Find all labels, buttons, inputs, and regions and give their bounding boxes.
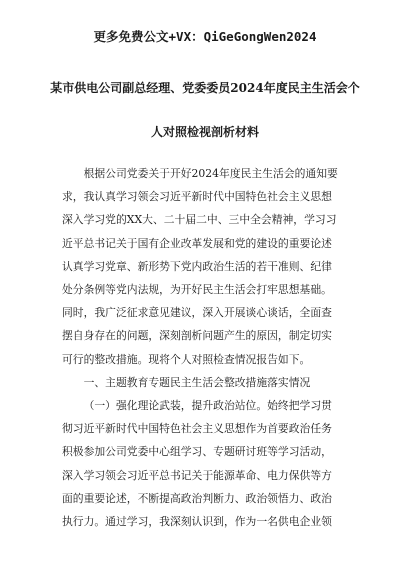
body-line: 求，我认真学习领会习近平新时代中国特色社会主义思想 [62, 190, 332, 204]
body-line: 积极参加公司党委中心组学习、专题研讨班等学习活动， [62, 445, 332, 459]
body-line: （一）强化理论武装，提升政治站位。始终把学习贯 [83, 399, 332, 413]
document-body [62, 162, 358, 533]
paragraph-subsection-1 [62, 394, 358, 417]
body-line: 摆自身存在的问题，深刻剖析问题产生的原因，制定切实 [62, 329, 332, 343]
body-line: 彻习近平新时代中国特色社会主义思想作为首要政治任务 [62, 422, 332, 436]
body-line: 根据公司党委关于开好2024年度民主生活会的通知要 [83, 167, 338, 180]
body-line: 处分条例等党内法规，为开好民主生活会打牢思想基础。 [62, 283, 332, 297]
section-heading-1 [62, 371, 358, 394]
body-line: 同时，我广泛征求意见建议，深入开展谈心谈话，全面查 [62, 306, 332, 320]
body-line: 深入学习领会习近平总书记关于能源革命、电力保供等方 [62, 468, 332, 482]
body-line: 深入学习党的XX大、二十届二中、三中全会精神，学习习 [62, 213, 337, 227]
body-line: 一、主题教育专题民主生活会整改措施落实情况 [83, 375, 311, 389]
header-watermark-text: 更多免费公文+VX：QiGeGongWen2024 [93, 29, 317, 44]
document-title-line-2: 人对照检视剖析材料 [150, 125, 259, 139]
body-line: 面的重要论述，不断提高政治判断力、政治领悟力、政治 [62, 491, 332, 505]
body-line: 可行的整改措施。现将个人对照检查情况报告如下。 [62, 352, 311, 366]
body-line: 近平总书记关于国有企业改革发展和党的建设的重要论述 [62, 236, 332, 250]
body-line: 认真学习党章、新形势下党内政治生活的若干准则、纪律 [62, 259, 332, 273]
document-title-line-1: 某市供电公司副总经理、党委委员2024年度民主生活会个 [50, 81, 360, 95]
body-line: 执行力。通过学习，我深刻认识到，作为一名供电企业领 [62, 515, 332, 529]
paragraph-intro [62, 162, 358, 185]
